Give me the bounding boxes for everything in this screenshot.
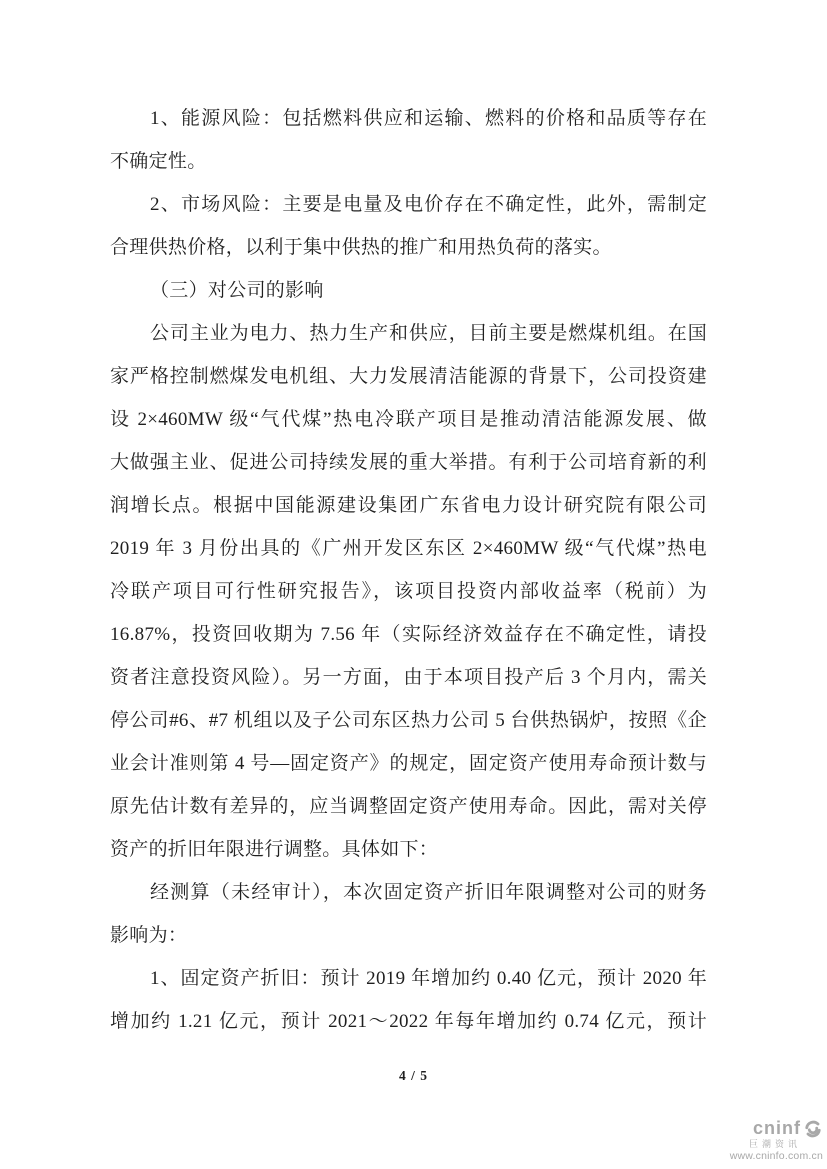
text-line: 业会计准则第 4 号—固定资产》的规定，固定资产使用寿命预计数与	[110, 753, 707, 774]
text-line: 资者注意投资风险）。另一方面，由于本项目投产后 3 个月内，需关	[110, 667, 707, 688]
cninfo-brand-row	[730, 1119, 823, 1139]
text-line: 设 2×460MW 级“气代煤”热电冷联产项目是推动清洁能源发展、做	[110, 409, 707, 430]
text-line: 合理供热价格，以利于集中供热的推广和用热负荷的落实。	[110, 237, 612, 258]
text-line: 润增长点。根据中国能源建设集团广东省电力设计研究院有限公司	[110, 495, 707, 516]
text-line: 公司主业为电力、热力生产和供应，目前主要是燃煤机组。在国	[150, 323, 707, 344]
text-line: 1、能源风险：包括燃料供应和运输、燃料的价格和品质等存在	[150, 108, 707, 129]
text-line: 增加约 1.21 亿元，预计 2021～2022 年每年增加约 0.74 亿元，预计	[110, 1011, 707, 1032]
text-line: 16.87%，投资回收期为 7.56 年（实际经济效益存在不确定性，请投	[110, 624, 707, 645]
cninfo-watermark	[730, 1119, 823, 1162]
text-line: （三）对公司的影响	[150, 280, 324, 301]
text-line: 停公司#6、#7 机组以及子公司东区热力公司 5 台供热锅炉，按照《企	[110, 710, 707, 731]
page-number: 4 / 5	[398, 1068, 428, 1083]
text-line: 2、市场风险：主要是电量及电价存在不确定性，此外，需制定	[150, 194, 707, 215]
text-line: 影响为：	[110, 925, 188, 946]
cninfo-brand-text: cninf	[753, 1118, 801, 1139]
cninfo-chinese-name: 巨潮资讯	[748, 1138, 801, 1149]
text-line: 原先估计数有差异的，应当调整固定资产使用寿命。因此，需对关停	[110, 796, 707, 817]
text-line: 1、固定资产折旧：预计 2019 年增加约 0.40 亿元，预计 2020 年	[150, 968, 707, 989]
text-line: 不确定性。	[110, 151, 207, 172]
text-line: 家严格控制燃煤发电机组、大力发展清洁能源的背景下，公司投资建	[110, 366, 707, 387]
cninfo-logo-icon	[803, 1119, 823, 1139]
cninfo-url: www.cninfo.com.cn	[729, 1149, 823, 1162]
text-line: 资产的折旧年限进行调整。具体如下：	[110, 839, 439, 860]
text-line: 经测算（未经审计），本次固定资产折旧年限调整对公司的财务	[150, 882, 707, 903]
text-line: 冷联产项目可行性研究报告》，该项目投资内部收益率（税前）为	[110, 581, 707, 602]
document-body	[110, 97, 707, 1043]
text-line: 大做强主业、促进公司持续发展的重大举措。有利于公司培育新的利	[110, 452, 707, 473]
text-line: 2019 年 3 月份出具的《广州开发区东区 2×460MW 级“气代煤”热电	[110, 538, 707, 559]
